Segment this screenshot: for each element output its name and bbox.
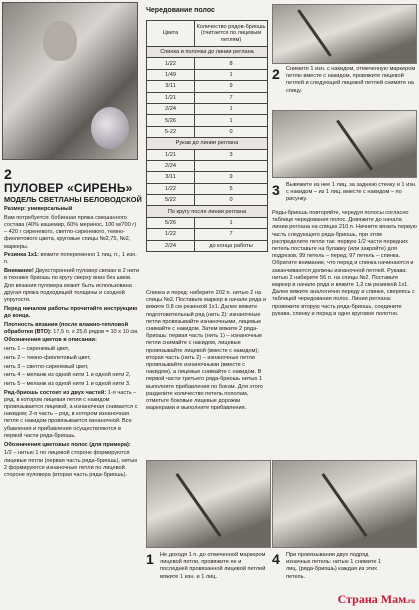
table-cell-rows: 5 [195,183,268,194]
attention-text: Двухсторонний пуловер связан в 2 нити в технике бриошь по кругу сверху вниз без швов. Для вязания пуловера может быть использована другая пряжа подходящей толщины и сходной упругости. [4,268,140,303]
table-row [147,58,268,69]
table-cell-rows: 1 [195,69,268,80]
table-cell-rows: 1 [195,115,268,126]
table-cell-colors: 1/22 [147,58,195,69]
step-4-number: 4 [272,551,280,567]
table-row [147,172,268,183]
table-cell-rows: 7 [195,92,268,103]
table-row [147,103,268,114]
right-column-text: Ряды-бриошь повторяйте, чередуя полосы согласно таблице чередования полос. Довяжите до начала линии реглана на спицах 210 п. Начните вязать первую часть следующего ряда-бриошь, при этом распределите петли так: первую 1/2 части передних петель поставьте на булавку (или закройте) для подрезов, 99 петель – перед, 97 петель – спинка. Обратите внимание, что перед и спинка начинаются и заканчиваются должны изнаночной петлей. Рукава: нитью 2 наберите 56 п. на спицы №2. Поставьте маркер в начале ряда и вяжите 1,2 см резинкой 1x1. Далее вяжите аналогично переду и спинке, сверяясь с таблицей чередования полос. Линия реглана: провяжите вторую часть ряда-бриошь, соедините рукава, спинку и перед в одно круговое полотно. [272,210,417,317]
table-cell-rows: 1 [195,217,268,228]
table-cell-rows: 1 [195,103,268,114]
rib-heading: Резинка 1x1: [4,252,39,259]
right-column [272,210,417,320]
table-cell-colors: 1/21 [147,149,195,160]
table-row [147,69,268,80]
step-3-number: 3 [272,182,280,198]
table-cell-colors: 3/11 [147,172,195,183]
table-row [147,138,268,149]
table-cell-colors: 2/24 [147,160,195,171]
gauge-text: 17,5 п. x 25,6 рядов = 10 x 10 см. [53,328,139,335]
table-cell-colors: 1/21 [147,92,195,103]
legend-item: нить 2 – темно-фиолетовый цвет, [4,354,91,361]
legend-item: нить 3 – светло-сиреневый цвет, [4,363,89,370]
legend-heading: Обозначения цветов в описании: [4,337,97,344]
table-cell-colors: 5/26 [147,217,195,228]
table-cell-colors: 1/22 [147,183,195,194]
table-row [147,229,268,240]
stripe-table-body [147,47,268,252]
step-4-text: При провязывании двух подряд изначных петель: нитью 1 снимите 1 лиц. (ряда-бриошь) каждая из этих петель. [286,552,382,580]
table-cell-rows [195,160,268,171]
table-row [147,47,268,58]
table-row [147,81,268,92]
table-header-rows: Количество рядов-бриошь (считается по лицевым петлям) [195,21,268,47]
rib-text: вяжите попеременно 1 лиц. п., 1 изн. п. [4,252,137,266]
table-cell-rows: 9 [195,172,268,183]
step-2-photo [272,4,417,64]
table-cell-colors: 5-22 [147,126,195,137]
materials-text: Вам потребуется: бобинная пряжа смешанного состава (40% кашемир, 60% мериноc, 100 м/700 г) – 420 г сиреневого, светло-сиреневого, темно-фиолетового цвета, круговые спицы №2,75, №2, маркеры. [4,214,137,250]
table-row [147,183,268,194]
gauge-heading: Плотность вязания (после влажно-тепловой обработки (ВТО): [4,321,129,335]
needle-shape [175,473,221,537]
step-3-photo [272,110,417,178]
step-3-text: Вывяжите из нее 1 лиц. за заднюю стенку и 1 изн. с накидом – из 1 лиц. вместе с накидом – по рисунку. [286,182,417,203]
step-2-text: Снимите 1 изн. с накидом, отмеченную маркером петлю вместе с накидом, провяжите лицевой петлей и следующей лицевой петлей снимите на спицу. [286,66,416,94]
site-logo [338,592,415,607]
table-row [147,206,268,217]
legend-item: нить 5 – меланж из одной нити 1 и одной нити 3. [4,380,131,387]
yarn-ball-shape [91,107,129,149]
legend-item: нить 1 – сиреневый цвет, [4,346,70,353]
table-cell-rows: 3 [195,149,268,160]
pattern-author: МОДЕЛЬ СВЕТЛАНЫ БЕЛОВОДСКОЙ [4,195,142,204]
table-cell-rows: 8 [195,58,268,69]
brioche-text: 1-я часть – ряд, в котором лицевая петля с накидом провязывается лицевой, а изнаночная снимается с накидом; 2-я часть – ряд, в котором изнаночная петля с накидом провязывается изнаночной. Все убавления и прибавления осуществляются в первой части ряда-бриошь. [4,389,138,439]
table-section-label: Спинка и полочка до линии реглана [147,47,268,58]
table-cell-colors: 2/24 [147,240,195,251]
model-photo [2,2,138,160]
stripe-text: 1/2 – нитью 1 по лицевой стороне формируются лицевые петли (первая часть ряда-бриошь), нитью 2 формируются изнаночные петли по лицевой стороне пуловера (вторая часть ряда-бриошь). [4,450,138,478]
table-row [147,92,268,103]
table-cell-colors: 2/24 [147,103,195,114]
table-section-label: Рукав до линии реглана [147,138,268,149]
table-row [147,126,268,137]
middle-column [146,290,268,414]
step-1-text: Не доходя 1 п. до отмеченной маркером лицевой петли, провяжите ее и последней провязанной лицевой петлей вяжите 1 изн. и 1 лиц. [160,552,266,580]
step-1-number: 1 [146,551,154,567]
table-cell-colors: 3/11 [147,81,195,92]
pattern-number: 2 [4,166,12,182]
table-row [147,149,268,160]
table-cell-rows: 7 [195,229,268,240]
step-1-photo [146,460,271,548]
stripe-table-heading: Чередование полос [146,7,215,14]
stripe-table [146,20,268,252]
attention-heading: Внимание! [4,268,34,275]
table-row [147,160,268,171]
table-cell-rows: до конца работы [195,240,268,251]
table-cell-colors: 5/26 [147,115,195,126]
table-header-colors: Цвета [147,21,195,47]
needle-shape [336,120,373,171]
front-back-text: Спинка и перед: наберите 202 п. нитью 2 на спицы №2. Поставьте маркер в начале ряда и вяжите 0,8 см резинкой 1x1. Далее вяжите подготовительный ряд (нить 2): изнаночные петли провязывайте изнаночными, лицевые снимайте с накидом. Затем вяжите 2 ряда-бриошь: первая часть (нить 1) – изнаночные петли снимайте с накидом, лицевые провязывайте лицевой (вместе с накидом); вторая часть (нить 2) – изнаночные петли провязывайте изнаночными (вместе с накидом), а лицевые снимайте с накидом. В первой части третьего ряда-бриошь нитью 1 выполните прибавления по бокам. Для этого разделите количество петель пополам, отметьте боковые лицевые дорожки маркерами и выполните прибавления. [146,290,267,412]
size-line: Размер: универсальный [4,206,73,212]
needle-shape [321,473,367,537]
table-cell-rows: 0 [195,195,268,206]
table-cell-colors: 1/22 [147,229,195,240]
table-row [147,195,268,206]
step-4-photo [272,460,417,548]
step-2-number: 2 [272,66,280,82]
read-first-note: Перед началом работы прочитайте инструкцию до конца. [4,305,138,319]
pattern-title: ПУЛОВЕР «СИРЕНЬ» [4,181,133,195]
table-cell-colors: 5/22 [147,195,195,206]
table-cell-colors: 1/49 [147,69,195,80]
table-row [147,115,268,126]
model-head-shape [43,21,77,61]
table-row [147,240,268,251]
left-column [4,206,140,481]
table-cell-rows: 0 [195,126,268,137]
stripe-heading: Обозначения цветовых полос (для примера): [4,441,131,448]
brioche-heading: Ряд-бриошь состоит из двух частей: [4,389,107,396]
table-section-label: По кругу после линии реглана [147,206,268,217]
legend-item: нить 4 – меланж из одной нити 1 и одной нити 2, [4,372,131,379]
logo-text: Страна Мам [337,592,407,606]
logo-domain: .ru [406,597,415,605]
table-cell-rows: 9 [195,81,268,92]
needle-shape [297,9,332,57]
table-row [147,217,268,228]
